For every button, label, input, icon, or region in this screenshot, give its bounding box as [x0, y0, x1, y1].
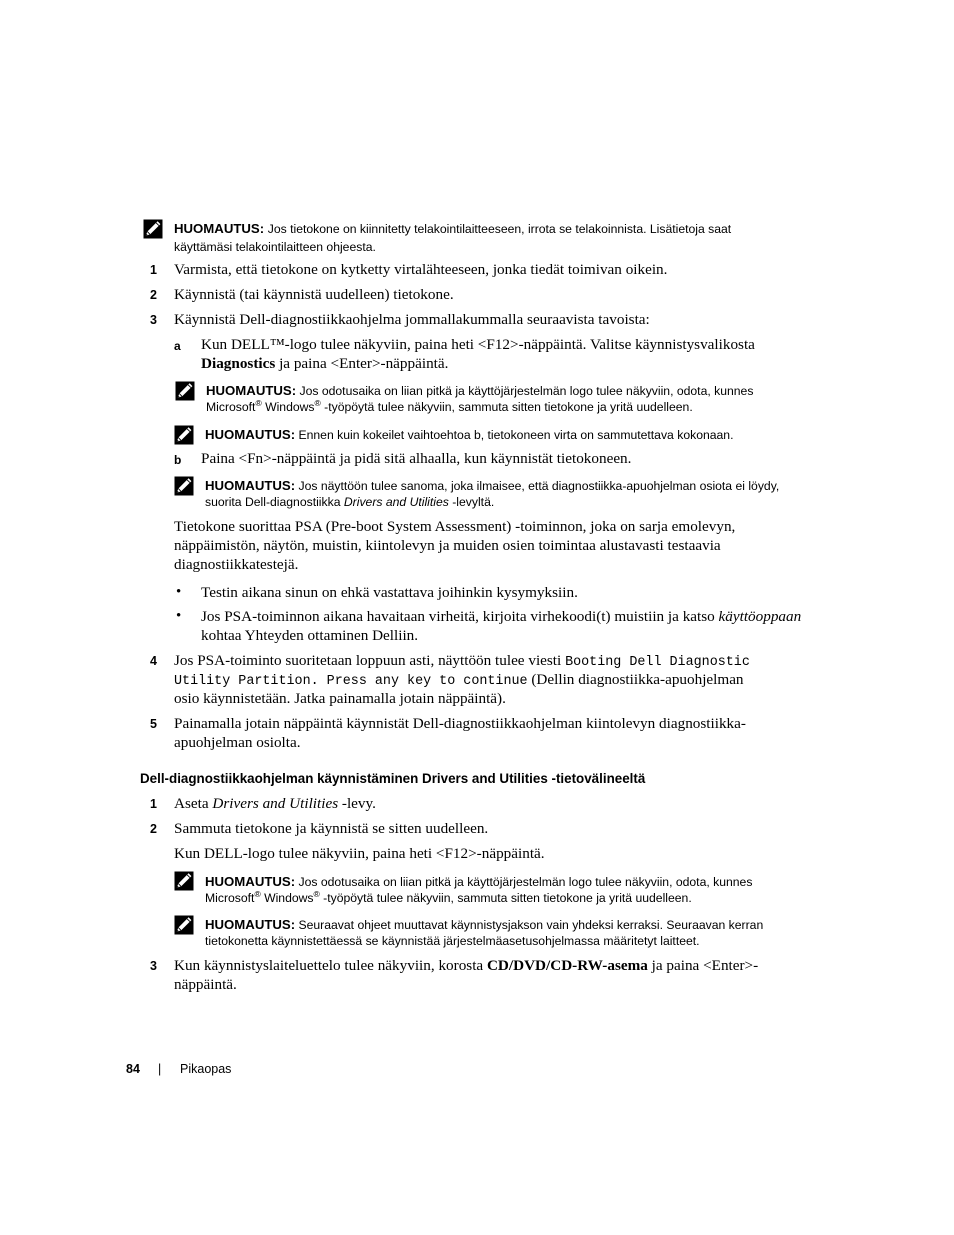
note-pencil-icon [175, 381, 195, 401]
note-2-line-2 [206, 399, 693, 417]
note-text: Ennen kuin kokeilet vaihtoehtoa b, tietokoneen virta on sammutettava kokonaan. [298, 428, 734, 442]
step-text-part: ja paina <Enter>- [647, 957, 759, 974]
paragraph-line: diagnostiikkatestejä. [174, 556, 299, 573]
step-text-part: Jos PSA-toiminto suoritetaan loppuun asti, näyttöön tulee viesti [174, 652, 566, 669]
note-label: HUOMAUTUS: [205, 478, 296, 493]
note-label: HUOMAUTUS: [205, 917, 296, 932]
substep-text: Paina <Fn>-näppäintä ja pidä sitä alhaalla, kun käynnistät tietokoneen. [201, 450, 632, 467]
page-number: 84 [126, 1062, 140, 1076]
note-3 [205, 426, 733, 445]
footer-section-title: Pikaopas [180, 1062, 232, 1076]
note-pencil-icon [143, 219, 163, 239]
substep-text [201, 355, 448, 374]
note-text: Microsoft [206, 400, 256, 414]
step-number: 1 [150, 263, 157, 277]
paragraph-line: Tietokone suorittaa PSA (Pre-boot System Assessment) -toiminnon, joka on sarja emolevyn, [174, 518, 736, 535]
step-number: 3 [150, 313, 157, 327]
note-text: -työpöytä tulee näkyviin, sammuta sitten tietokone ja yritä uudelleen. [320, 400, 693, 414]
note-1-text-block [174, 220, 774, 256]
step-text-italic: Drivers and Utilities [212, 795, 339, 812]
section-heading: Dell-diagnostiikkaohjelman käynnistäminen Drivers and Utilities -tietovälineeltä [140, 771, 646, 786]
note-text: Microsoft [205, 891, 255, 905]
bullet: • [176, 584, 182, 600]
note-label: HUOMAUTUS: [205, 874, 296, 889]
step-text [174, 652, 750, 673]
note-5-line-2 [205, 890, 692, 908]
note-pencil-icon [174, 476, 194, 496]
registered-mark: ® [254, 889, 261, 899]
mono-message: Utility Partition. Press any key to continue [174, 674, 528, 689]
step-text: Painamalla jotain näppäintä käynnistät Dell-diagnostiikkaohjelman kiintolevyn diagnostiikka- [174, 715, 746, 732]
bullet-text-part: Jos PSA-toiminnon aikana havaitaan virheitä, kirjoita virhekoodi(t) muistiin ja katso [201, 608, 719, 625]
registered-mark: ® [314, 398, 321, 408]
note-text: Windows [261, 400, 315, 414]
note-text-italic: Drivers and Utilities [343, 495, 449, 509]
bullet-text-italic: käyttöoppaan [718, 608, 802, 625]
bullet: • [176, 608, 182, 624]
note-pencil-icon [174, 425, 194, 445]
step-text-part: Aseta [174, 795, 213, 812]
step-number: 2 [150, 822, 157, 836]
note-text: -levyltä. [448, 495, 495, 509]
step-number: 4 [150, 654, 157, 668]
note-label: HUOMAUTUS: [174, 221, 268, 236]
mono-message: Booting Dell Diagnostic [565, 655, 750, 670]
note-4 [205, 477, 779, 496]
bold-term: Diagnostics [201, 355, 276, 372]
note-text: Jos näyttöön tulee sanoma, joka ilmaisee, että diagnostiikka-apuohjelman osiota ei löydy, [298, 479, 780, 493]
note-text: Jos odotusaika on liian pitkä ja käyttöjärjestelmän logo tulee näkyviin, odota, kunnes [298, 875, 753, 889]
step-number: 2 [150, 288, 157, 302]
bullet-text [201, 608, 801, 627]
note-label: HUOMAUTUS: [206, 383, 297, 398]
step-text: Sammuta tietokone ja käynnistä se sitten uudelleen. [174, 820, 489, 837]
step-text: osio käynnistetään. Jatka painamalla jotain näppäintä). [174, 690, 506, 707]
note-6 [205, 916, 763, 935]
paragraph-line: näppäimistön, näytön, muistin, kiintolevyn ja muiden osien toimintaa alustavasti testaavia [174, 537, 721, 554]
note-label: HUOMAUTUS: [205, 427, 296, 442]
note-4-line-2 [205, 494, 494, 512]
note-text: Windows [260, 891, 314, 905]
step-text: Varmista, että tietokone on kytketty virtalähteeseen, jonka tiedät toimivan oikein. [174, 261, 668, 278]
note-text: Seuraavat ohjeet muuttavat käynnistysjakson vain yhdeksi kerraksi. Seuraavan kerran [298, 918, 764, 932]
step-continuation: Kun DELL-logo tulee näkyviin, paina heti <F12>-näppäintä. [174, 845, 545, 862]
substep-text: Kun DELL™-logo tulee näkyviin, paina heti <F12>-näppäintä. Valitse käynnistysvalikosta [201, 336, 755, 353]
note-2 [206, 382, 753, 401]
note-pencil-icon [174, 915, 194, 935]
step-text-part: Kun käynnistyslaiteluettelo tulee näkyviin, korosta [174, 957, 487, 974]
note-6-line-2: tietokonetta käynnistettäessä se käynnistää järjestelmäasetusohjelmassa määritetyt laitteet. [205, 934, 700, 948]
note-text: suorita Dell-diagnostiikka [205, 495, 344, 509]
step-text [174, 671, 744, 692]
step-text: Käynnistä Dell-diagnostiikkaohjelma jommallakummalla seuraavista tavoista: [174, 311, 650, 328]
note-text: Jos odotusaika on liian pitkä ja käyttöjärjestelmän logo tulee näkyviin, odota, kunnes [299, 384, 754, 398]
note-pencil-icon [174, 871, 194, 891]
step-text-part: (Dellin diagnostiikka-apuohjelman [527, 671, 744, 688]
note-text: Jos tietokone on kiinnitetty telakointilaitteeseen, irrota se telakoinnista. Lisätietoja saat käyttämäsi telakointilaitteen ohjeesta. [174, 222, 732, 254]
bullet-text: kohtaa Yhteyden ottaminen Delliin. [201, 627, 419, 644]
step-number: 3 [150, 959, 157, 973]
step-number: 5 [150, 717, 157, 731]
step-text: Käynnistä (tai käynnistä uudelleen) tietokone. [174, 286, 454, 303]
step-text [174, 795, 376, 814]
footer-separator: | [158, 1062, 162, 1076]
step-number: 1 [150, 797, 157, 811]
step-text [174, 957, 758, 976]
substep-text-rest: ja paina <Enter>-näppäintä. [275, 355, 449, 372]
substep-letter: b [174, 453, 182, 467]
registered-mark: ® [255, 398, 262, 408]
note-5 [205, 873, 752, 892]
step-text: näppäintä. [174, 976, 237, 993]
substep-letter: a [174, 339, 181, 353]
step-text: apuohjelman osiolta. [174, 734, 301, 751]
note-text: -työpöytä tulee näkyviin, sammuta sitten tietokone ja yritä uudelleen. [319, 891, 692, 905]
bold-term: CD/DVD/CD-RW-asema [486, 957, 648, 974]
bullet-text: Testin aikana sinun on ehkä vastattava joihinkin kysymyksiin. [201, 584, 578, 601]
registered-mark: ® [313, 889, 320, 899]
step-text-part: -levy. [338, 795, 376, 812]
